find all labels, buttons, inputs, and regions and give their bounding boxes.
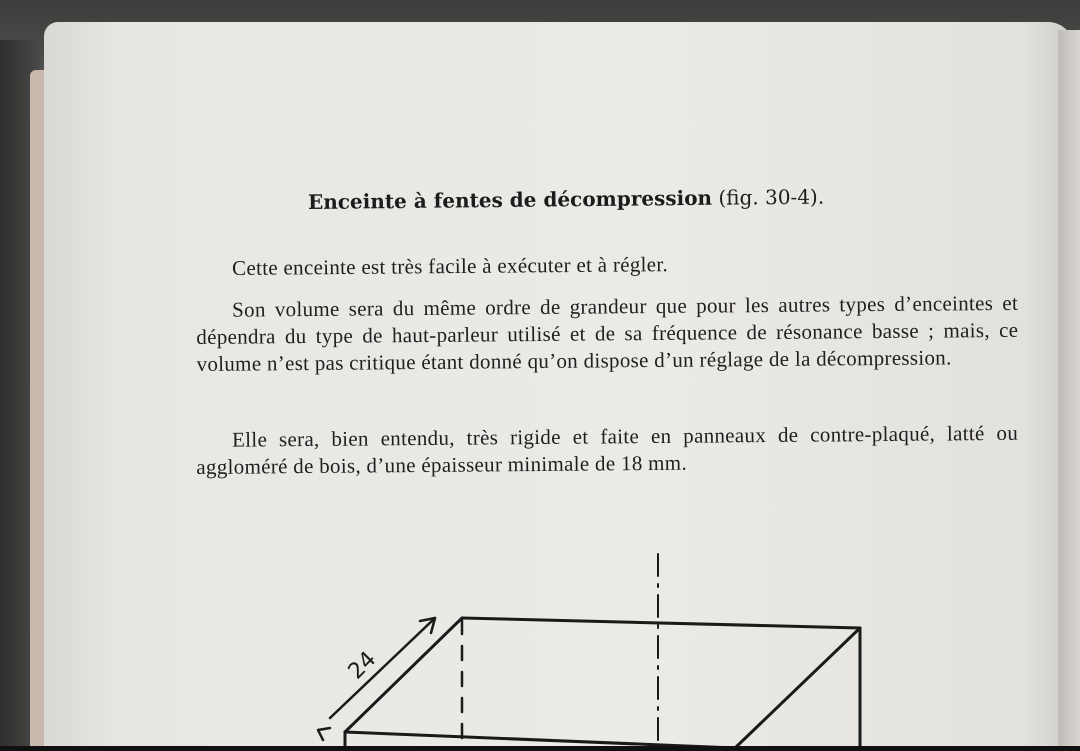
paragraph-1: Cette enceinte est très facile à exécuter et à régler. xyxy=(232,252,669,280)
dimension-label: 24 xyxy=(343,646,382,685)
paragraph-2: Son volume sera du même ordre de grandeur que pour les autres types d’enceintes et dépendra du type de haut-parleur utilisé et de sa fréquence de résonance basse ; mais, ce volume n’est pas critique étant donné qu’on dispose d’un réglage de la décompression. xyxy=(196,290,1019,376)
next-page-edge xyxy=(1058,30,1080,751)
dimension-arrow-bottom xyxy=(318,728,330,740)
paragraph-3: Elle sera, bien entendu, très rigide et faite en panneaux de contre-plaqué, latté ou aggloméré de bois, d’une épaisseur minimale de 18 mm. xyxy=(196,420,1019,479)
box-top-back-edge xyxy=(462,618,860,628)
heading-figure-ref: (fig. 30-4). xyxy=(718,184,825,210)
bottom-shadow xyxy=(0,746,1080,751)
box-top-right-edge xyxy=(735,628,860,748)
heading-title: Enceinte à fentes de décompression xyxy=(307,185,713,214)
enclosure-diagram xyxy=(290,548,890,751)
